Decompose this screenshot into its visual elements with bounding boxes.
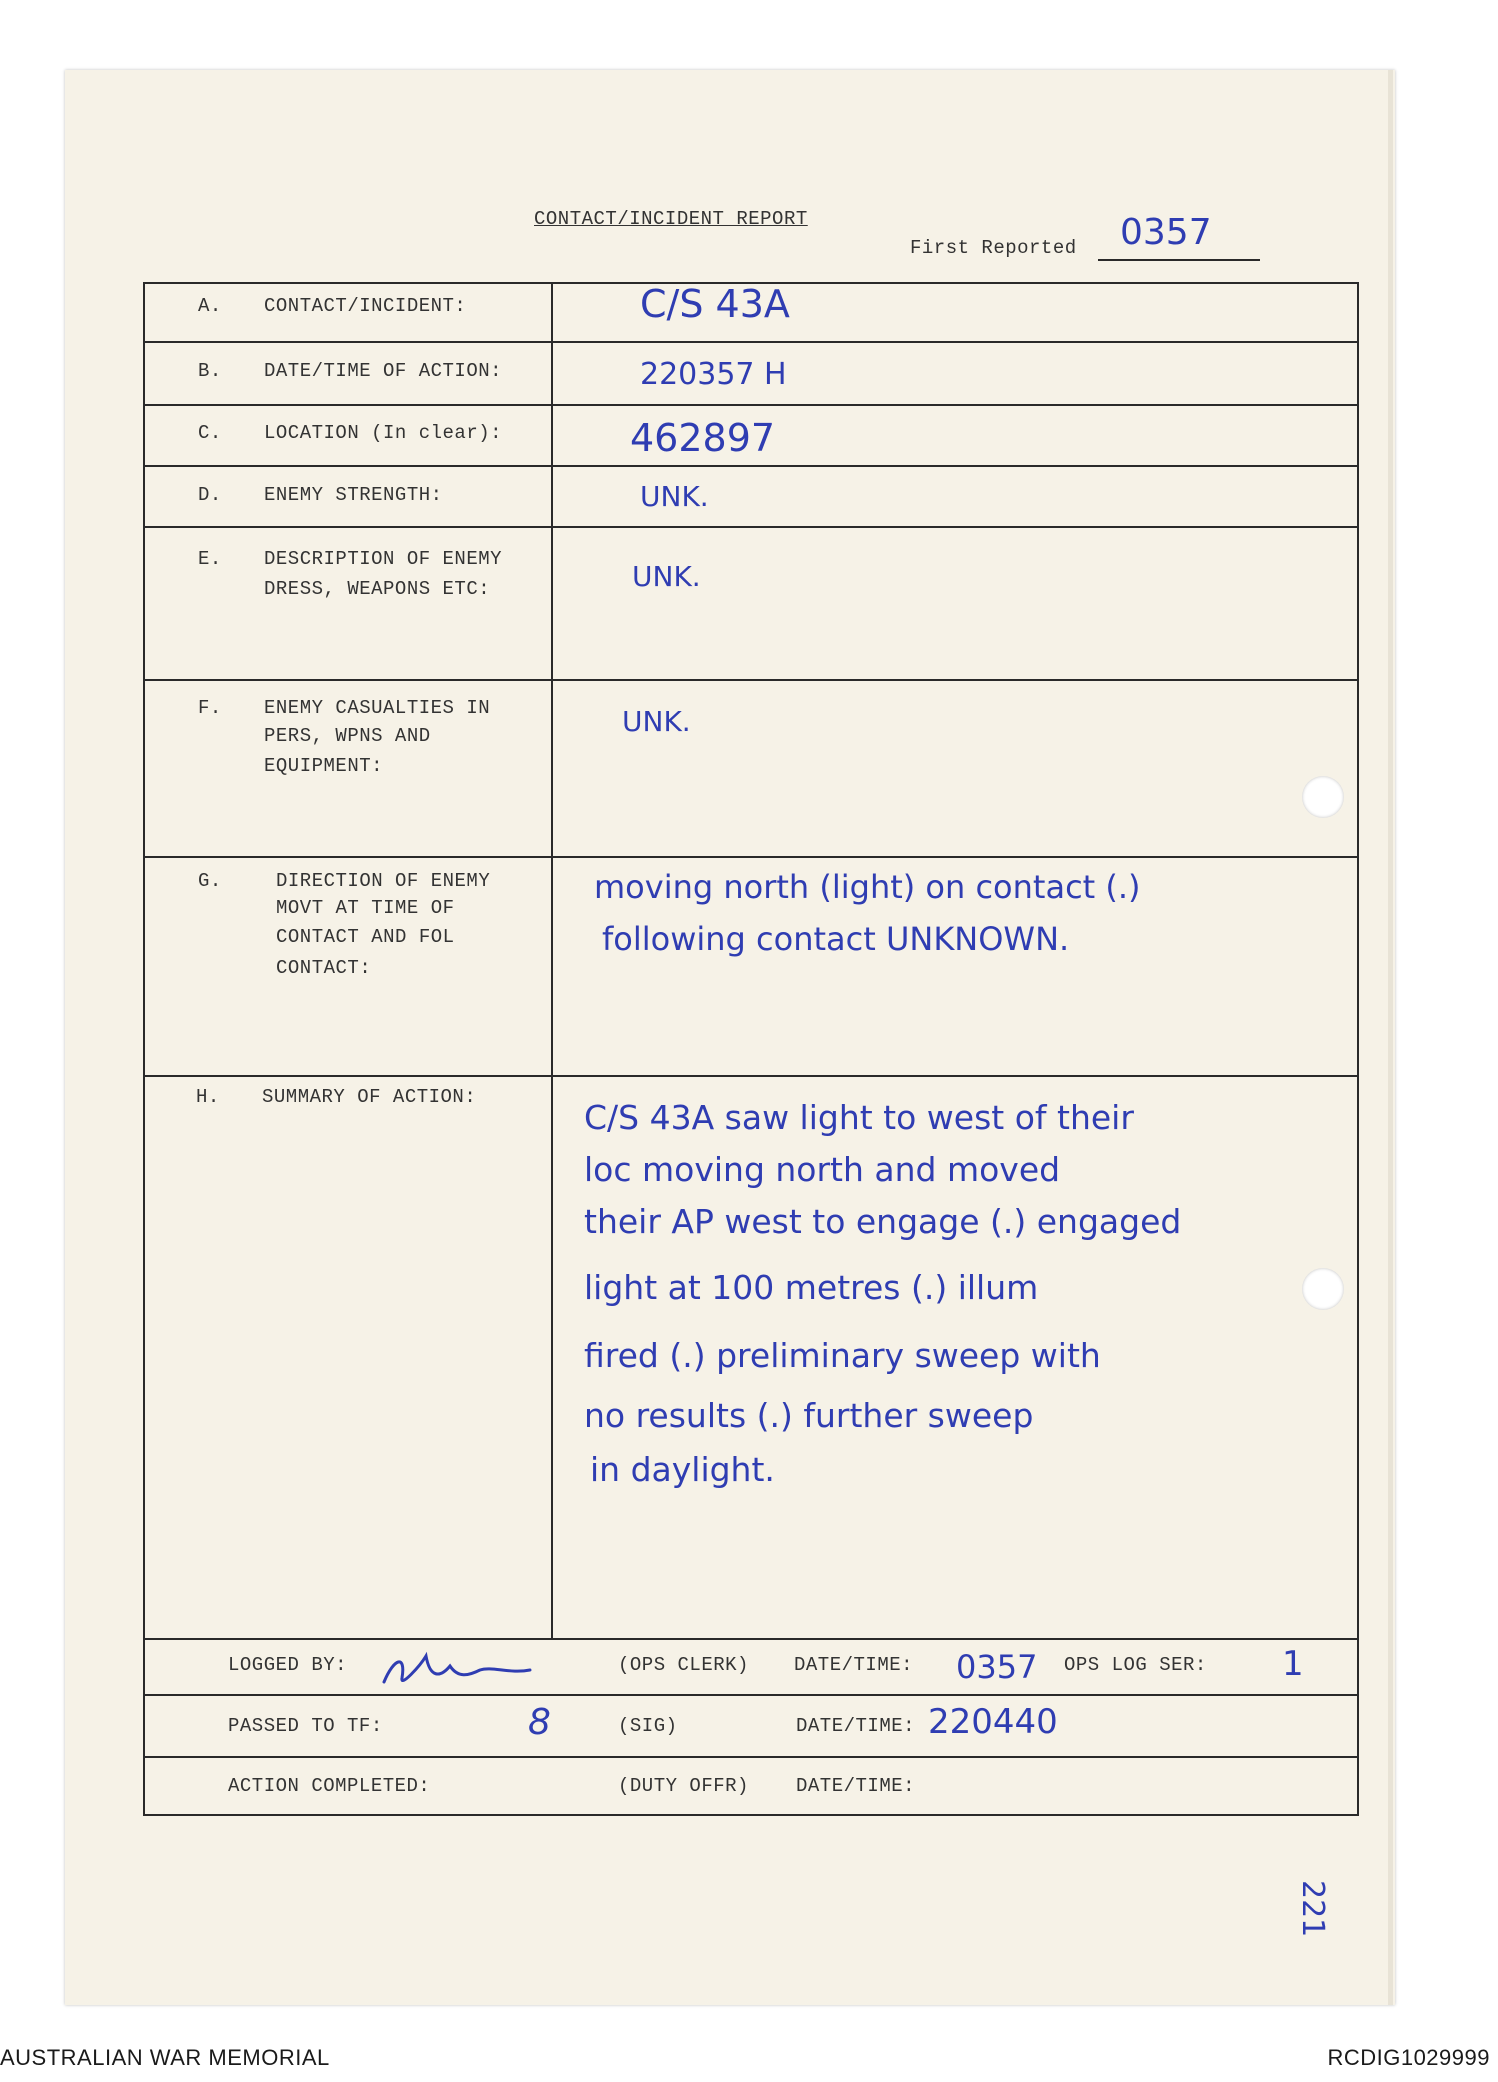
logged-by-signature <box>380 1648 560 1696</box>
row-e-label-line1: DESCRIPTION OF ENEMY <box>264 548 503 570</box>
table-border-right <box>1357 282 1359 1816</box>
row-g-label-line3: CONTACT AND FOL <box>276 926 455 948</box>
footer-reference: RCDIG1029999 <box>1327 2045 1490 2070</box>
punch-hole-top <box>1302 776 1344 818</box>
row-divider-b <box>143 404 1359 406</box>
row-f-label-line1: ENEMY CASUALTIES IN <box>264 697 491 719</box>
row-g-letter: G. <box>198 870 222 892</box>
row-b-label: DATE/TIME OF ACTION: <box>264 360 503 382</box>
row-h-value-line4: light at 100 metres (.) illum <box>584 1268 1039 1307</box>
row-f-label-line2: PERS, WPNS AND <box>264 725 431 747</box>
punch-hole-bottom <box>1302 1268 1344 1310</box>
row-h-value-line6: no results (.) further sweep <box>584 1396 1034 1435</box>
row-b-letter: B. <box>198 360 222 382</box>
row-divider-e <box>143 679 1359 681</box>
row-divider-a <box>143 341 1359 343</box>
table-column-divider <box>551 282 553 1638</box>
row-g-value-line2: following contact UNKNOWN. <box>602 920 1070 958</box>
passed-role: (SIG) <box>618 1715 678 1737</box>
passed-to-value: 8 <box>528 1702 551 1743</box>
row-divider-d <box>143 526 1359 528</box>
row-c-label: LOCATION (In clear): <box>264 422 503 444</box>
log-divider-1 <box>143 1694 1359 1696</box>
passed-datetime-label: DATE/TIME: <box>796 1715 916 1737</box>
report-title: CONTACT/INCIDENT REPORT <box>534 208 808 230</box>
row-g-label-line2: MOVT AT TIME OF <box>276 897 455 919</box>
first-reported-value: 0357 <box>1120 212 1212 253</box>
row-e-label-line2: DRESS, WEAPONS ETC: <box>264 578 491 600</box>
row-f-label-line3: EQUIPMENT: <box>264 755 384 777</box>
row-h-value-line7: in daylight. <box>590 1450 775 1489</box>
ops-log-ser-label: OPS LOG SER: <box>1064 1654 1207 1676</box>
page-number: 221 <box>1295 1880 1330 1938</box>
row-d-label: ENEMY STRENGTH: <box>264 484 443 506</box>
row-g-value-line1: moving north (light) on contact (.) <box>594 868 1141 906</box>
row-divider-h <box>143 1638 1359 1640</box>
row-c-value: 462897 <box>630 416 776 460</box>
logged-by-label: LOGGED BY: <box>228 1654 348 1676</box>
row-divider-g <box>143 1075 1359 1077</box>
logged-datetime-label: DATE/TIME: <box>794 1654 914 1676</box>
footer-source: AUSTRALIAN WAR MEMORIAL <box>0 2045 330 2070</box>
row-g-label-line1: DIRECTION OF ENEMY <box>276 870 491 892</box>
row-a-value: C/S 43A <box>640 282 790 326</box>
row-h-value-line5: fired (.) preliminary sweep with <box>584 1336 1101 1375</box>
paper-edge <box>1388 70 1393 2005</box>
row-h-label: SUMMARY OF ACTION: <box>262 1086 477 1108</box>
action-datetime-label: DATE/TIME: <box>796 1775 916 1797</box>
passed-datetime-value: 220440 <box>928 1702 1058 1742</box>
table-border-bottom <box>143 1814 1359 1816</box>
row-divider-f <box>143 856 1359 858</box>
logged-by-role: (OPS CLERK) <box>618 1654 749 1676</box>
action-role: (DUTY OFFR) <box>618 1775 749 1797</box>
first-reported-underline <box>1098 259 1260 261</box>
ops-log-ser-value: 1 <box>1282 1644 1304 1684</box>
logged-datetime-value: 0357 <box>956 1648 1038 1686</box>
row-e-letter: E. <box>198 548 222 570</box>
row-d-value: UNK. <box>640 480 709 513</box>
row-h-value-line2: loc moving north and moved <box>584 1150 1061 1189</box>
row-g-label-line4: CONTACT: <box>276 957 372 979</box>
row-e-value: UNK. <box>632 560 701 593</box>
row-f-value: UNK. <box>622 705 691 738</box>
row-divider-c <box>143 465 1359 467</box>
row-a-label: CONTACT/INCIDENT: <box>264 295 467 317</box>
action-completed-label: ACTION COMPLETED: <box>228 1775 431 1797</box>
row-h-value-line3: their AP west to engage (.) engaged <box>584 1202 1182 1241</box>
row-f-letter: F. <box>198 697 222 719</box>
row-b-value: 220357 H <box>640 357 787 392</box>
first-reported-label: First Reported <box>910 237 1077 259</box>
row-c-letter: C. <box>198 422 222 444</box>
passed-to-label: PASSED TO TF: <box>228 1715 383 1737</box>
table-border-left <box>143 282 145 1816</box>
row-a-letter: A. <box>198 295 222 317</box>
row-d-letter: D. <box>198 484 222 506</box>
row-h-value-line1: C/S 43A saw light to west of their <box>584 1098 1134 1137</box>
log-divider-2 <box>143 1756 1359 1758</box>
row-h-letter: H. <box>196 1086 220 1108</box>
